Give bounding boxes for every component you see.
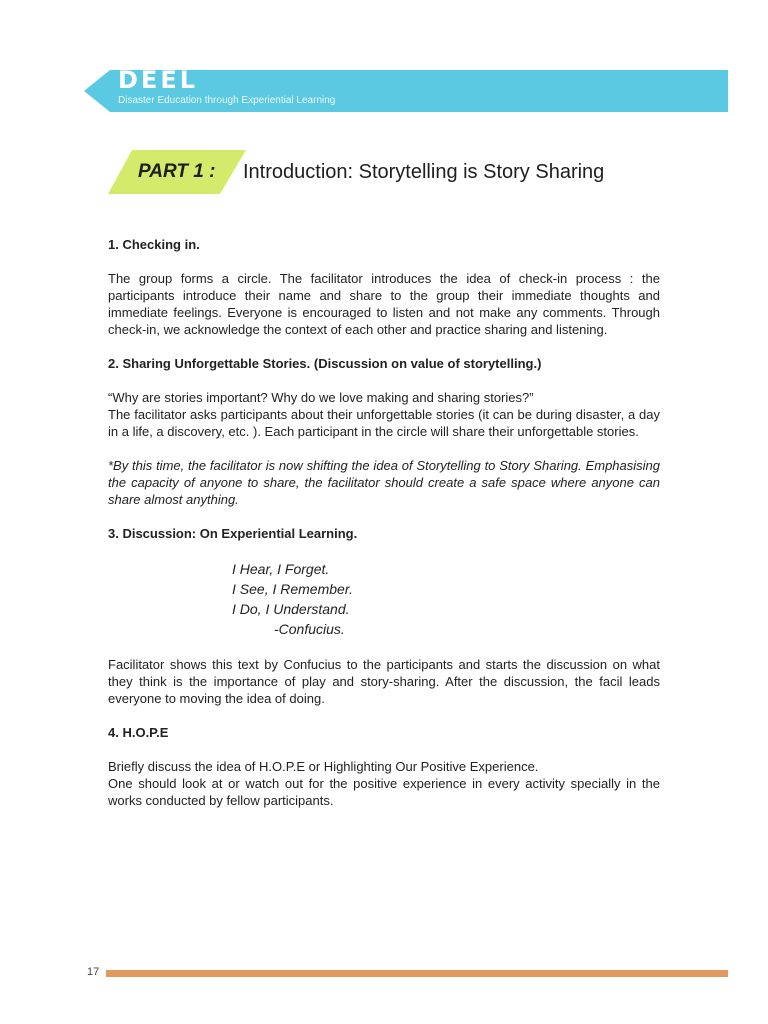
confucius-quote: [232, 559, 660, 639]
quote-line: I Do, I Understand.: [232, 601, 350, 617]
page-number: 17: [87, 966, 100, 978]
section-2-note: *By this time, the facilitator is now shifting the idea of Storytelling to Story Sharing. Emphasising the capacity of anyone to share, the facilitator should create a safe space where anyone can share almost anything.: [108, 458, 660, 507]
section-2-body: The facilitator asks participants about their unforgettable stories (it can be during disaster, a day in a life, a discovery, etc. ). Each participant in the circle will share their unforgettable stories.: [108, 407, 660, 439]
deel-logo: DEEL: [118, 66, 199, 94]
quote-citation: -Confucius.: [274, 621, 345, 637]
part-title: Introduction: Storytelling is Story Sharing: [243, 161, 605, 183]
section-1-heading: 1. Checking in.: [108, 237, 200, 252]
section-4-heading: 4. H.O.P.E: [108, 725, 169, 740]
footer-bar: [106, 970, 728, 977]
section-3-body: Facilitator shows this text by Confucius to the participants and starts the discussion on what they think is the importance of play and story-sharing. After the discussion, the facil leads everyone to moving the idea of doing.: [108, 657, 660, 706]
header-tagline: Disaster Education through Experiential Learning: [118, 95, 336, 106]
part-label: PART 1 :: [138, 161, 216, 182]
section-1-body: The group forms a circle. The facilitator introduces the idea of check-in process : the participants introduce their name and share to the group their immediate thoughts and immediate feelings. Everyone is encouraged to listen and not make any comments. Through check-in, we acknowledge the context of each other and practice sharing and listening.: [108, 271, 660, 337]
section-4-line-2: One should look at or watch out for the positive experience in every activity specially in the works conducted by fellow participants.: [108, 776, 660, 808]
part-badge: [108, 150, 246, 194]
section-2-question: “Why are stories important? Why do we love making and sharing stories?”: [108, 390, 534, 405]
section-3-heading: 3. Discussion: On Experiential Learning.: [108, 526, 358, 541]
quote-line: I Hear, I Forget.: [232, 561, 330, 577]
quote-line: I See, I Remember.: [232, 581, 353, 597]
header-banner: [84, 66, 728, 112]
section-4-line-1: Briefly discuss the idea of H.O.P.E or Highlighting Our Positive Experience.: [108, 759, 539, 774]
section-2-heading: 2. Sharing Unforgettable Stories. (Discussion on value of storytelling.): [108, 356, 542, 371]
document-body: [108, 236, 660, 826]
